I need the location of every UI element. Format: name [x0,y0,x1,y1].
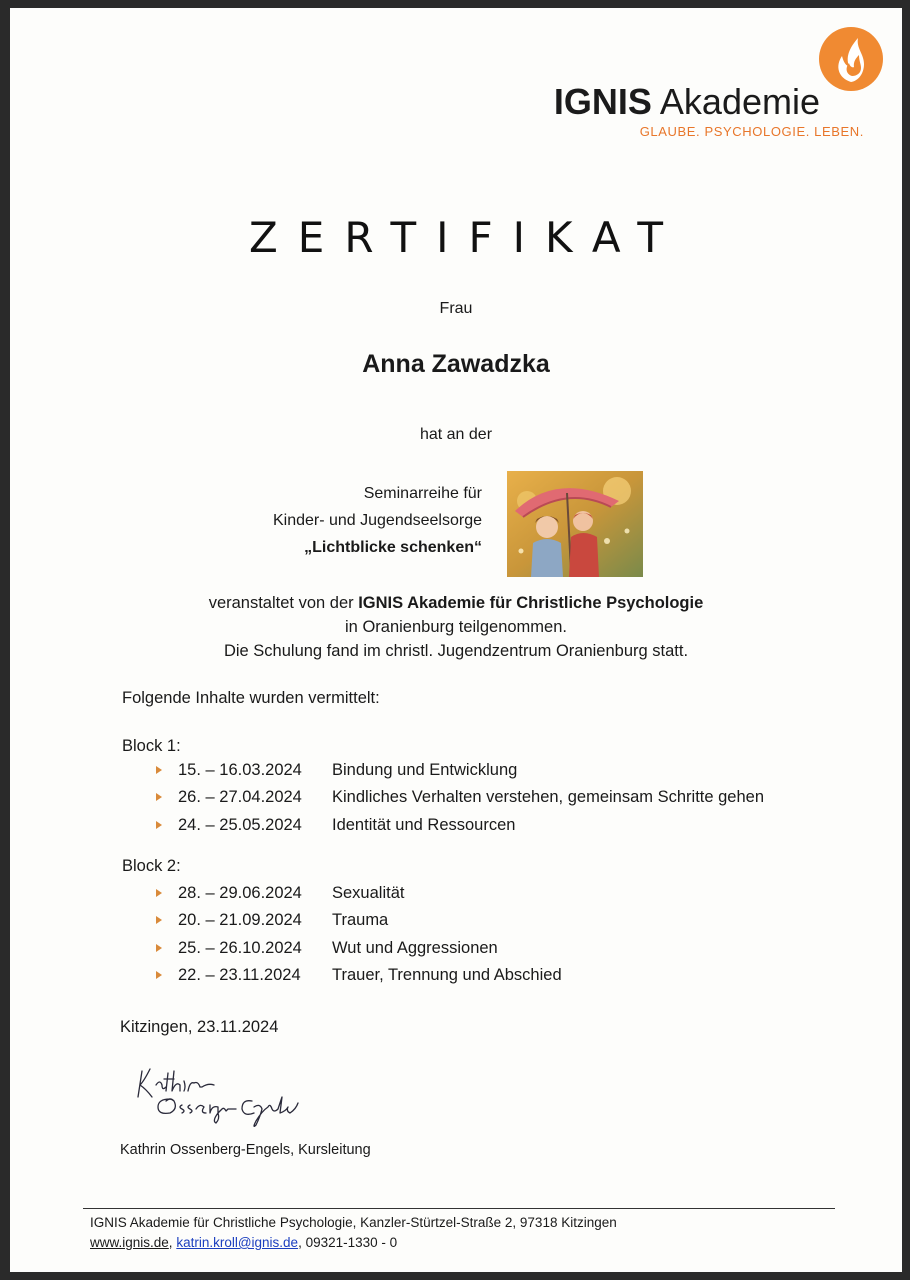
organizer-block [10,591,902,663]
handwritten-signature [128,1063,368,1133]
certificate-title: ZERTIFIKAT [249,213,683,262]
item-topic: Kindliches Verhalten verstehen, gemeinsam Schritte gehen [332,788,765,806]
item-topic: Trauer, Trennung und Abschied [332,966,562,984]
organizer-prefix: veranstaltet von der [208,594,359,612]
bullet-arrow-icon [156,971,162,979]
venue-line: Die Schulung fand im christl. Jugendzentrum Oranienburg statt. [223,642,689,660]
footer-divider [83,1208,835,1209]
contents-heading: Folgende Inhalte wurden vermittelt: [122,689,380,707]
item-topic: Wut und Aggressionen [332,939,498,957]
certificate-page [10,8,902,1272]
item-date: 26. – 27.04.2024 [178,788,302,806]
website-link[interactable]: www.ignis.de [90,1235,169,1250]
organizer-name: IGNIS Akademie für Christliche Psychologie [358,594,704,612]
intro-text: hat an der [419,426,493,443]
item-date: 22. – 23.11.2024 [178,966,301,984]
ignis-logo [550,26,890,146]
item-topic: Identität und Ressourcen [332,816,516,834]
bullet-arrow-icon [156,889,162,897]
phone-number: , 09321-1330 - 0 [298,1235,398,1250]
children-umbrella-photo [507,471,643,577]
recipient-name: Anna Zawadzka [362,350,550,378]
block-label: Block 1: [122,737,181,755]
place-date: Kitzingen, 23.11.2024 [120,1018,279,1036]
footer [90,1213,617,1253]
bullet-arrow-icon [156,944,162,952]
item-topic: Trauma [332,911,389,929]
series-line-2: Kinder- und Jugendseelsorge [272,512,482,529]
email-link[interactable]: katrin.kroll@ignis.de [176,1235,299,1250]
organizer-line [10,591,902,615]
footer-contact [90,1233,617,1253]
series-line-1: Seminarreihe für [363,485,482,502]
bullet-arrow-icon [156,916,162,924]
logo-name-regular: Akademie [659,81,820,122]
item-topic: Sexualität [332,884,405,902]
location-line: in Oranienburg teilgenommen. [345,618,567,636]
bullet-arrow-icon [156,793,162,801]
logo-name-bold: IGNIS [553,81,652,122]
bullet-arrow-icon [156,766,162,774]
item-date: 24. – 25.05.2024 [178,816,302,834]
flame-icon [818,26,884,92]
item-topic: Bindung und Entwicklung [332,761,518,779]
logo-tagline: GLAUBE. PSYCHOLOGIE. LEBEN. [639,124,864,139]
series-title: „Lichtblicke schenken“ [304,539,482,556]
item-date: 25. – 26.10.2024 [178,939,302,957]
contact-separator: , [168,1235,177,1250]
footer-address: IGNIS Akademie für Christliche Psychologie, Kanzler-Stürtzel-Straße 2, 97318 Kitzingen [90,1215,617,1230]
salutation: Frau [439,300,473,317]
logo-wordmark [550,82,820,122]
bullet-arrow-icon [156,821,162,829]
seminar-series [273,480,482,561]
item-date: 15. – 16.03.2024 [178,761,302,779]
item-date: 20. – 21.09.2024 [178,911,302,929]
item-date: 28. – 29.06.2024 [178,884,302,902]
block-label: Block 2: [122,857,181,875]
signer-name: Kathrin Ossenberg-Engels, Kursleitung [120,1142,371,1158]
